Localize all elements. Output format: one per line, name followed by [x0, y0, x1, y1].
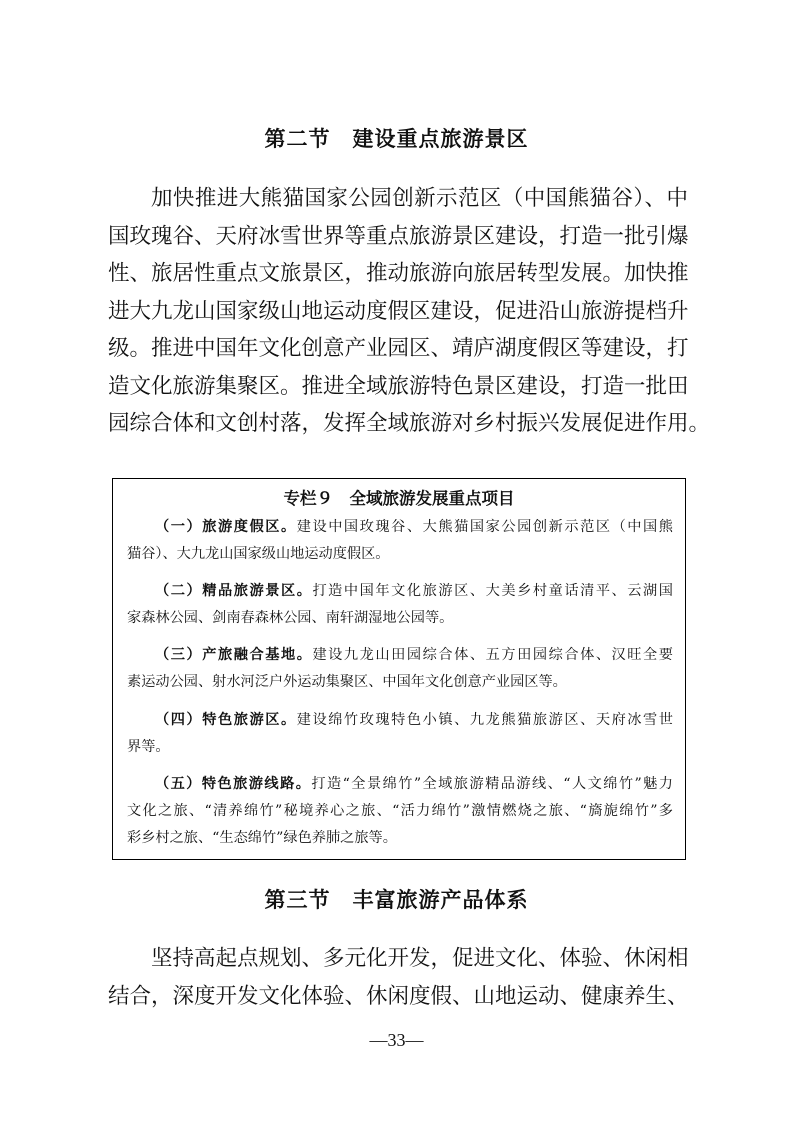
paragraph-line: 级。推进中国年文化创意产业园区、靖庐湖度假区等建设，打 — [108, 336, 689, 361]
box-item-line — [127, 642, 673, 669]
box-item-text: 打造“全景绵竹”全域旅游精品游线、“人文绵竹”魅力 — [311, 776, 673, 792]
paragraph-line: 国玫瑰谷、天府冰雪世界等重点旅游景区建设，打造一批引爆 — [108, 223, 689, 249]
feature-box — [112, 478, 686, 860]
box-item — [127, 707, 673, 761]
box-item-line: 文化之旅、“清养绵竹”秘境养心之旅、“活力绵竹”激情燃烧之旅、“旖旎绵竹”多 — [127, 803, 673, 819]
box-item — [127, 771, 673, 852]
paragraph-line: 坚持高起点规划、多元化开发，促进文化、体验、休闲相 — [151, 946, 689, 971]
section-paragraph — [108, 180, 711, 443]
box-item-label: （一）旅游度假区。 — [155, 519, 297, 535]
paragraph-line: 园综合体和文创村落，发挥全域旅游对乡村振兴发展促进作用。 — [108, 411, 711, 436]
box-item-line: 彩乡村之旅、“生态绵竹”绿色养肺之旅等。 — [127, 830, 397, 846]
box-item-label: （三）产旅融合基地。 — [155, 647, 313, 663]
box-item-line — [127, 578, 673, 605]
box-item-text: 建设中国玫瑰谷、大熊猫国家公园创新示范区（中国熊 — [296, 519, 673, 535]
section-heading: 第二节 建设重点旅游景区 — [264, 127, 529, 151]
paragraph-line: 性、旅居性重点文旅景区，推动旅游向旅居转型发展。加快推 — [108, 261, 689, 286]
box-item — [127, 578, 673, 632]
box-item-line — [127, 707, 673, 734]
box-item-label: （二）精品旅游景区。 — [155, 583, 313, 599]
box-item-line: 猫谷）、大九龙山国家级山地运动度假区。 — [127, 546, 390, 562]
box-item-line: 家森林公园、剑南春森林公园、南轩湖湿地公园等。 — [127, 610, 454, 626]
section-heading: 第三节 丰富旅游产品体系 — [264, 888, 529, 912]
box-item-label: （四）特色旅游区。 — [155, 712, 297, 728]
box-item-line: 界等。 — [127, 739, 170, 755]
box-item — [127, 514, 673, 568]
paragraph-line: 结合，深度开发文化体验、休闲度假、山地运动、健康养生、 — [108, 983, 689, 1009]
paragraph-line: 造文化旅游集聚区。推进全域旅游特色景区建设，打造一批田 — [108, 373, 689, 399]
section-paragraph — [108, 940, 688, 1015]
box-item — [127, 642, 673, 696]
box-item-text: 建设九龙山田园综合体、五方田园综合体、汉旺全要 — [312, 647, 673, 663]
box-item-line: 素运动公园、射水河泛户外运动集聚区、中国年文化创意产业园区等。 — [127, 674, 567, 690]
box-title: 专栏９ 全域旅游发展重点项目 — [283, 489, 515, 508]
box-item-text: 打造中国年文化旅游区、大美乡村童话清平、云湖国 — [312, 583, 673, 599]
paragraph-line: 加快推进大熊猫国家公园创新示范区（中国熊猫谷）、中 — [151, 186, 688, 211]
box-item-line — [127, 514, 673, 541]
box-item-text: 建设绵竹玫瑰特色小镇、九龙熊猫旅游区、天府冰雪世 — [296, 712, 673, 728]
box-item-label: （五）特色旅游线路。 — [155, 776, 312, 792]
box-item-line — [127, 771, 673, 798]
page-number: —33— — [369, 1030, 424, 1050]
paragraph-line: 进大九龙山国家级山地运动度假区建设，促进沿山旅游提档升 — [108, 298, 689, 324]
